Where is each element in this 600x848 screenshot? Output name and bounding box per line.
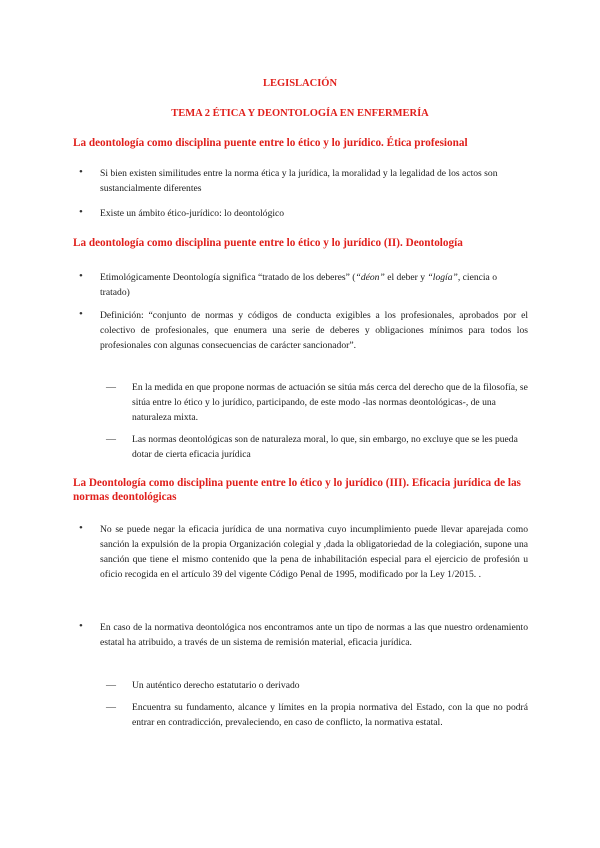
list-item [79,308,528,353]
etymology-text-mid: el deber y [384,272,428,283]
dash-icon: — [106,382,116,393]
sub-list-item [106,432,528,462]
sub-list-item [106,678,528,693]
list-item-text: En caso de la normativa deontológica nos encontramos ante un tipo de normas a las que nuestro ordenamiento estatal ha atribuido, a través de un sistema de remisión material, eficacia jurídica. [100,622,528,648]
bullet-icon: • [79,522,83,534]
bullet-icon: • [79,166,83,178]
term-deon: “déon” [355,272,385,283]
bullet-icon: • [79,308,83,320]
term-logia: “logía” [427,272,458,283]
list-item [79,620,528,650]
sub-list-item-text: Encuentra su fundamento, alcance y límites en la propia normativa del Estado, con la que no podrá entrar en contradicción, prevaleciendo, en caso de conflicto, la normativa estatal. [132,702,528,728]
dash-icon: — [106,702,116,713]
dash-icon: — [106,680,116,691]
etymology-text: Etimológicamente Deontología significa “tratado de los deberes” ( [100,272,356,283]
list-item [79,522,528,582]
document-topic: TEMA 2 ÉTICA Y DEONTOLOGÍA EN ENFERMERÍA [171,108,429,119]
etymology-text-end: , ciencia o tratado) [100,272,497,298]
document-subject: LEGISLACIÓN [262,78,338,89]
list-item [79,270,528,300]
list-item [79,166,528,196]
bullet-icon: • [79,270,83,282]
section-heading: La deontología como disciplina puente entre lo ético y lo jurídico (II). Deontología [73,237,463,249]
section-heading: La Deontología como disciplina puente entre lo ético y lo jurídico (III). Eficacia jurídica de las normas deontológicas [73,477,521,503]
list-item [79,206,528,221]
sub-list-item-text: Las normas deontológicas son de naturaleza moral, lo que, sin embargo, no excluye que se les pueda dotar de cierta eficacia jurídica [132,434,518,460]
list-item-text: Existe un ámbito ético-jurídico: lo deontológico [100,208,285,219]
sub-list-item [106,700,528,730]
dash-icon: — [106,434,116,445]
sub-list-item [106,380,528,425]
sub-list-item-text: Un auténtico derecho estatutario o derivado [132,680,300,691]
bullet-icon: • [79,206,83,218]
section-heading: La deontología como disciplina puente entre lo ético y lo jurídico. Ética profesional [73,137,468,149]
definition-text: Definición: “conjunto de normas y códigos de conducta exigibles a los profesionales, aprobados por el colectivo de profesionales, que enumera una serie de deberes y obligaciones mínimos para todos los profesionales con algunas consecuencias de carácter sancionador”. [100,310,528,351]
list-item-text: Si bien existen similitudes entre la norma ética y la jurídica, la moralidad y la legalidad de los actos son sustancialmente diferentes [100,168,498,194]
sub-list-item-text: En la medida en que propone normas de actuación se sitúa más cerca del derecho que de la filosofía, se sitúa entre lo ético y lo jurídico, participando, de este modo -las normas deontológicas-, de una naturaleza mixta. [132,382,528,423]
bullet-icon: • [79,620,83,632]
list-item-text: No se puede negar la eficacia jurídica de una normativa cuyo incumplimiento puede llevar aparejada como sanción la expulsión de la propia Organización colegial y ,dada la obligatoriedad de la colegiación, supone una sanción que tiene el mismo contenido que la pena de inhabilitación especial para el ejercicio de profesión u oficio recogida en el artículo 39 del vigente Código Penal de 1995, modificado por la Ley 1/2015. . [100,524,528,580]
